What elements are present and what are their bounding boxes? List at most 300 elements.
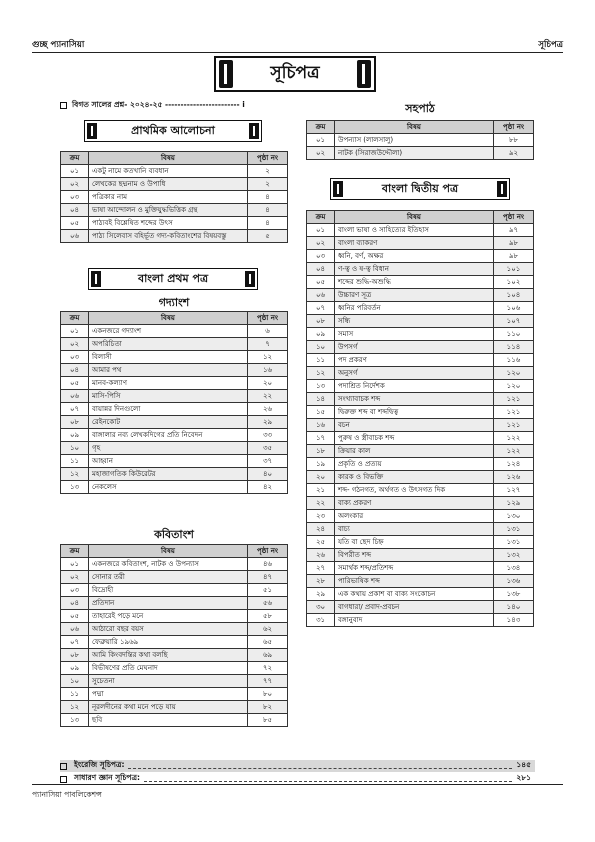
row-page: ১৩৮ [494, 588, 534, 601]
row-page: ১১০ [494, 328, 534, 341]
row-page: ১২৬ [494, 471, 534, 484]
col-header-topic: বিষয় [89, 545, 248, 558]
row-topic: পদাশ্রিত নির্দেশক [335, 380, 494, 393]
row-topic: পারিভাষিক শব্দ [335, 575, 494, 588]
table-row [61, 714, 288, 727]
row-serial: ০৫ [61, 610, 89, 623]
row-topic: পাঠ্যবই বিশ্লেষিত শব্দের উৎস [89, 217, 248, 230]
table-row [61, 584, 288, 597]
row-topic: ধ্বনি, বর্ণ, অক্ষর [335, 250, 494, 263]
prose-table [60, 311, 288, 494]
row-page: ৩৩ [248, 429, 288, 442]
row-serial: ১২ [307, 367, 335, 380]
row-serial: ০২ [61, 571, 89, 584]
row-page: ৬৯ [248, 649, 288, 662]
row-topic: প্রকৃতি ও প্রত্যয় [335, 458, 494, 471]
page-title: সূচিপত্র [270, 63, 320, 83]
banner-ornament-right [497, 181, 507, 197]
row-page: ১৬ [248, 364, 288, 377]
col-header-page: পৃষ্ঠা নং [494, 121, 534, 134]
row-serial: ০৬ [61, 623, 89, 636]
row-serial: ১০ [307, 341, 335, 354]
row-topic: লেখকের ছদ্মনাম ও উপাধি [89, 178, 248, 191]
bangla1-heading: বাংলা প্রথম পত্র [137, 271, 209, 285]
row-page: ১০৪ [494, 289, 534, 302]
row-topic: বঙ্গানুবাদ [335, 614, 494, 627]
row-serial: ০৯ [307, 328, 335, 341]
table-row [61, 455, 288, 468]
row-serial: ১১ [61, 455, 89, 468]
table-row [307, 432, 534, 445]
row-page: ২২ [248, 390, 288, 403]
table-row [61, 217, 288, 230]
prev-questions-page: i [242, 100, 245, 109]
gk-index-page: ২৮১ [516, 773, 531, 782]
table-row [307, 458, 534, 471]
row-serial: ০১ [61, 165, 89, 178]
row-topic: ণ-ত্ব ও ষ-ত্ব বিধান [335, 263, 494, 276]
row-page: ১২৯ [494, 497, 534, 510]
row-page: ৮০ [248, 688, 288, 701]
row-topic: নেকলেস [89, 481, 248, 494]
table-row [307, 575, 534, 588]
row-page: ৪৬ [248, 558, 288, 571]
table-row [307, 289, 534, 302]
row-topic: এক কথায় প্রকাশ বা বাক্য সংকোচন [335, 588, 494, 601]
col-header-serial: ক্রম [61, 312, 89, 325]
table-row [307, 367, 534, 380]
table-row [307, 562, 534, 575]
row-page: ১২২ [494, 445, 534, 458]
row-page: ১৩১ [494, 536, 534, 549]
header-section-name: সূচিপত্র [538, 40, 563, 50]
row-page: ১০২ [494, 276, 534, 289]
table-row [61, 442, 288, 455]
row-topic: বাংলা ভাষা ও সাহিত্যের ইতিহাস [335, 224, 494, 237]
row-serial: ০৩ [61, 584, 89, 597]
row-serial: ১৩ [307, 380, 335, 393]
row-page: ১২৭ [494, 484, 534, 497]
row-serial: ১৫ [307, 406, 335, 419]
table-row [61, 481, 288, 494]
row-topic: বাচ্য [335, 523, 494, 536]
table-row [61, 403, 288, 416]
row-serial: ০৫ [61, 217, 89, 230]
row-topic: গৃহ [89, 442, 248, 455]
footer-divider [32, 784, 563, 785]
header-divider [32, 52, 563, 53]
english-index-row [60, 760, 535, 772]
row-topic: ক্রিয়ার কাল [335, 445, 494, 458]
row-topic: নূরলদীনের কথা মনে পড়ে যায় [89, 701, 248, 714]
col-header-serial: ক্রম [307, 211, 335, 224]
row-topic: বাক্য প্রকরণ [335, 497, 494, 510]
table-row [61, 610, 288, 623]
intro-banner [84, 120, 262, 142]
row-page: ১১৬ [494, 354, 534, 367]
row-serial: ০৬ [307, 289, 335, 302]
row-serial: ০৪ [61, 597, 89, 610]
row-serial: ০৮ [61, 416, 89, 429]
table-row [307, 536, 534, 549]
table-row [307, 523, 534, 536]
checkbox-icon [60, 776, 67, 783]
banner-ornament-left [219, 60, 233, 88]
row-serial: ২৬ [307, 549, 335, 562]
table-row [307, 588, 534, 601]
english-index-label: ইংরেজি সূচিপত্র: [74, 760, 125, 769]
table-row [307, 263, 534, 276]
prev-questions-label: বিগত সালের প্রশ্ন- ২০২৪-২৫ [72, 100, 163, 109]
row-topic: সমাস [335, 328, 494, 341]
page-header [32, 38, 563, 52]
prev-questions-dots: ------------------------ [162, 100, 243, 109]
row-topic: উচ্চারণ সূত্র [335, 289, 494, 302]
table-row [307, 445, 534, 458]
checkbox-icon [60, 763, 67, 770]
table-row [307, 276, 534, 289]
row-topic: সমার্থক শব্দ/প্রতিশব্দ [335, 562, 494, 575]
row-topic: বচন [335, 419, 494, 432]
row-serial: ০৪ [61, 204, 89, 217]
table-row [307, 510, 534, 523]
col-header-serial: ক্রম [61, 152, 89, 165]
row-page: ১৩২ [494, 549, 534, 562]
bangla2-heading: বাংলা দ্বিতীয় পত্র [381, 181, 459, 195]
row-topic: বাংলা ব্যাকরণ [335, 237, 494, 250]
row-serial: ০১ [307, 224, 335, 237]
table-row [307, 549, 534, 562]
row-page: ১২২ [494, 432, 534, 445]
row-topic: রেইনকোট [89, 416, 248, 429]
row-serial: ০৮ [307, 315, 335, 328]
table-row [61, 165, 288, 178]
table-row [307, 406, 534, 419]
row-page: ৮৮ [494, 134, 534, 147]
col-header-topic: বিষয় [335, 121, 494, 134]
row-topic: সংখ্যাবাচক শব্দ [335, 393, 494, 406]
row-page: ৫৬ [248, 597, 288, 610]
row-topic: একটু নামে কতখানি ব্যবধান [89, 165, 248, 178]
prose-title: গদ্যাংশ [158, 296, 190, 309]
row-serial: ০৮ [61, 649, 89, 662]
row-serial: ০৫ [307, 276, 335, 289]
row-page: ৮২ [248, 701, 288, 714]
row-page: ১২০ [494, 367, 534, 380]
table-row [61, 701, 288, 714]
row-page: ৯৮ [494, 237, 534, 250]
row-page: ৬৫ [248, 636, 288, 649]
row-serial: ০৭ [61, 636, 89, 649]
banner-ornament-left [91, 271, 101, 287]
row-topic: আঠারো বছর বয়স [89, 623, 248, 636]
companion-table [306, 120, 534, 160]
row-topic: ধ্বনির পরিবর্তন [335, 302, 494, 315]
table-row [307, 601, 534, 614]
col-header-topic: বিষয় [335, 211, 494, 224]
row-topic: সোনার তরী [89, 571, 248, 584]
table-row [307, 315, 534, 328]
row-serial: ১৩ [61, 714, 89, 727]
table-row [61, 364, 288, 377]
bangla2-banner [330, 178, 510, 200]
row-page: ১২১ [494, 393, 534, 406]
row-topic: অপরিচিতা [89, 338, 248, 351]
table-row [307, 484, 534, 497]
row-serial: ১৬ [307, 419, 335, 432]
footer-publisher: প্যানাসিয়া পাবলিকেশন্স [32, 790, 102, 799]
row-serial: ০৩ [307, 250, 335, 263]
table-row [61, 675, 288, 688]
row-page: ২৯ [248, 416, 288, 429]
row-page: ১২১ [494, 419, 534, 432]
row-topic: পুরুষ ও স্ত্রীবাচক শব্দ [335, 432, 494, 445]
table-row [61, 390, 288, 403]
row-serial: ১২ [61, 468, 89, 481]
row-topic: বিলাসী [89, 351, 248, 364]
row-page: ২৬ [248, 403, 288, 416]
row-page: ১৪০ [494, 601, 534, 614]
companion-title: সহপাঠ [405, 102, 435, 115]
table-row [307, 393, 534, 406]
row-topic: পদ্মা [89, 688, 248, 701]
row-page: ১০৬ [494, 302, 534, 315]
row-page: ১২১ [494, 406, 534, 419]
row-page: ৫১ [248, 584, 288, 597]
row-topic: একনজরে কবিতাংশ, নাটক ও উপন্যাস [89, 558, 248, 571]
bangla2-table [306, 210, 534, 627]
row-page: ১১৪ [494, 341, 534, 354]
title-banner [214, 56, 376, 92]
table-row [307, 354, 534, 367]
table-row [307, 497, 534, 510]
english-index-page: ১৪৫ [516, 760, 531, 769]
row-topic: ফেব্রুয়ারি ১৯৬৯ [89, 636, 248, 649]
row-topic: মহাজাগতিক কিউরেটর [89, 468, 248, 481]
table-row [307, 614, 534, 627]
prev-questions-row [60, 100, 245, 112]
row-page: ১২০ [494, 380, 534, 393]
row-serial: ২৩ [307, 510, 335, 523]
bangla1-banner [88, 268, 258, 290]
row-topic: অলংকার [335, 510, 494, 523]
table-row [307, 380, 534, 393]
row-topic: বিভীষণের প্রতি মেঘনাদ [89, 662, 248, 675]
row-page: ৬ [248, 325, 288, 338]
table-row [61, 338, 288, 351]
intro-table [60, 151, 288, 243]
row-topic: আহ্বান [89, 455, 248, 468]
row-page: ১৪৩ [494, 614, 534, 627]
table-row [61, 204, 288, 217]
row-serial: ২০ [307, 471, 335, 484]
row-page: ৪০ [248, 468, 288, 481]
row-page: ১৩১ [494, 523, 534, 536]
row-page: ৩৭ [248, 455, 288, 468]
row-serial: ০৭ [307, 302, 335, 315]
row-serial: ২৯ [307, 588, 335, 601]
row-page: ৭ [248, 338, 288, 351]
row-serial: ১৯ [307, 458, 335, 471]
row-topic: বাগধারা/ প্রবাদ-প্রবচন [335, 601, 494, 614]
col-header-topic: বিষয় [89, 312, 248, 325]
poetry-title: কবিতাংশ [154, 528, 194, 541]
banner-ornament-left [333, 181, 343, 197]
table-row [307, 237, 534, 250]
table-row [61, 429, 288, 442]
row-page: ১৩৪ [494, 562, 534, 575]
row-serial: ১৩ [61, 481, 89, 494]
row-serial: ০২ [61, 178, 89, 191]
row-serial: ৩১ [307, 614, 335, 627]
row-page: ৪২ [248, 481, 288, 494]
row-page: ৪ [248, 191, 288, 204]
row-serial: ০২ [307, 147, 335, 160]
col-header-serial: ক্রম [307, 121, 335, 134]
table-row [61, 325, 288, 338]
row-page: ৯৮ [494, 250, 534, 263]
row-topic: বাঙ্গালার নব্য লেখকদিগের প্রতি নিবেদন [89, 429, 248, 442]
col-header-topic: বিষয় [89, 152, 248, 165]
row-topic: উপন্যাস (লালসালু) [335, 134, 494, 147]
banner-ornament-right [357, 60, 371, 88]
row-serial: ১০ [61, 442, 89, 455]
row-page: ৯৭ [494, 224, 534, 237]
table-row [307, 471, 534, 484]
header-book-name: গুচ্ছ প্যানাসিয়া [32, 40, 85, 50]
row-page: ৪ [248, 204, 288, 217]
row-topic: আমার পথ [89, 364, 248, 377]
row-topic: পদ প্রকরণ [335, 354, 494, 367]
row-topic: কারক ও বিভক্তি [335, 471, 494, 484]
row-topic: পত্রিকার নাম [89, 191, 248, 204]
col-header-page: পৃষ্ঠা নং [248, 152, 288, 165]
row-topic: উপসর্গ [335, 341, 494, 354]
row-topic: বায়ান্নর দিনগুলো [89, 403, 248, 416]
col-header-page: পৃষ্ঠা নং [494, 211, 534, 224]
banner-ornament-left [87, 123, 97, 139]
row-topic: একনজরে গদ্যাংশ [89, 325, 248, 338]
table-row [61, 230, 288, 243]
row-serial: ০১ [61, 325, 89, 338]
row-topic: শব্দের শুদ্ধি-অশুদ্ধি [335, 276, 494, 289]
row-page: ৪৭ [248, 571, 288, 584]
row-serial: ০৪ [307, 263, 335, 276]
row-page: ৩৫ [248, 442, 288, 455]
row-page: ২ [248, 178, 288, 191]
row-serial: ১১ [307, 354, 335, 367]
row-page: ৪ [248, 217, 288, 230]
row-serial: ০৬ [61, 230, 89, 243]
gk-index-label: সাধারণ জ্ঞান সূচিপত্র: [74, 773, 140, 782]
row-topic: আমি কিংবদন্তির কথা বলছি [89, 649, 248, 662]
row-topic: ছবি [89, 714, 248, 727]
row-topic: নাটক (সিরাজউদ্দৌলা) [335, 147, 494, 160]
table-row [307, 250, 534, 263]
row-serial: ০৯ [61, 429, 89, 442]
row-page: ২০ [248, 377, 288, 390]
row-serial: ০২ [307, 237, 335, 250]
row-topic: মাসি-পিসি [89, 390, 248, 403]
row-topic: বিদ্রোহী [89, 584, 248, 597]
table-row [61, 468, 288, 481]
table-row [307, 134, 534, 147]
row-topic: দ্বিরুক্ত শব্দ বা শব্দদ্বিত্ব [335, 406, 494, 419]
table-row [61, 416, 288, 429]
col-header-serial: ক্রম [61, 545, 89, 558]
row-serial: ১২ [61, 701, 89, 714]
row-topic: ভাষা আন্দোলন ও মুক্তিযুদ্ধভিত্তিক গ্রন্থ [89, 204, 248, 217]
row-topic: তাহারেই পড়ে মনে [89, 610, 248, 623]
row-topic: শব্দ- গঠনগত, অর্থগত ও উৎসগত দিক [335, 484, 494, 497]
table-row [307, 341, 534, 354]
intro-heading: প্রাথমিক আলোচনা [131, 123, 215, 137]
row-serial: ০৩ [61, 191, 89, 204]
table-row [61, 636, 288, 649]
table-row [61, 178, 288, 191]
row-page: ১২৪ [494, 458, 534, 471]
row-page: ১৩০ [494, 510, 534, 523]
table-row [61, 351, 288, 364]
row-serial: ১৮ [307, 445, 335, 458]
row-page: ৭২ [248, 662, 288, 675]
row-serial: ০৪ [61, 364, 89, 377]
col-header-page: পৃষ্ঠা নং [248, 545, 288, 558]
row-topic: সন্ধি [335, 315, 494, 328]
row-page: ১৩৬ [494, 575, 534, 588]
checkbox-icon [60, 102, 67, 109]
row-serial: ২২ [307, 497, 335, 510]
row-serial: ০৬ [61, 390, 89, 403]
row-serial: ০৯ [61, 662, 89, 675]
row-serial: ১৭ [307, 432, 335, 445]
row-serial: ১০ [61, 675, 89, 688]
row-topic: সুচেতনা [89, 675, 248, 688]
row-topic: যতি বা ছেদ চিহ্ন [335, 536, 494, 549]
banner-ornament-right [245, 271, 255, 287]
row-page: ৫ [248, 230, 288, 243]
row-serial: ১৪ [307, 393, 335, 406]
table-row [61, 662, 288, 675]
row-serial: ০৫ [61, 377, 89, 390]
leader-dots [144, 776, 512, 782]
table-row [61, 377, 288, 390]
table-row [61, 688, 288, 701]
row-page: ৫৮ [248, 610, 288, 623]
row-page: ৭৭ [248, 675, 288, 688]
row-page: ৯২ [494, 147, 534, 160]
table-row [307, 302, 534, 315]
row-serial: ০১ [61, 558, 89, 571]
row-serial: ০৭ [61, 403, 89, 416]
row-page: ১০৭ [494, 315, 534, 328]
table-row [307, 328, 534, 341]
row-serial: ০২ [61, 338, 89, 351]
table-row [61, 649, 288, 662]
row-topic: বিপরীত শব্দ [335, 549, 494, 562]
table-row [61, 597, 288, 610]
row-page: ১০১ [494, 263, 534, 276]
row-serial: ০১ [307, 134, 335, 147]
row-topic: অনুসর্গ [335, 367, 494, 380]
table-row [307, 419, 534, 432]
leader-dots [128, 763, 512, 769]
row-topic: পাঠ্য সিলেবাস বহির্ভূত গদ্য-কবিতাংশের বিষয়বস্তু [89, 230, 248, 243]
row-serial: ২৮ [307, 575, 335, 588]
poetry-table [60, 544, 288, 727]
row-topic: প্রতিদান [89, 597, 248, 610]
row-page: ২ [248, 165, 288, 178]
